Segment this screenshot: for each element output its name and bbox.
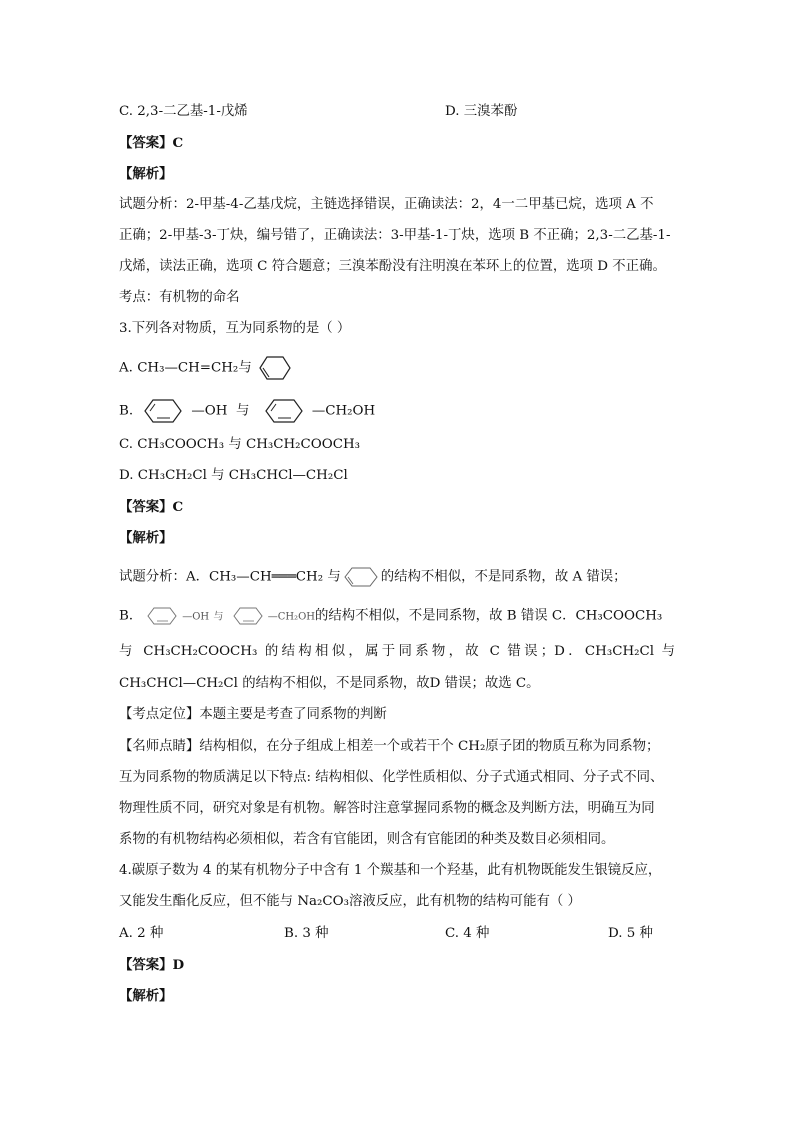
mingshi-line: 【名师点睛】结构相似，在分子组成上相差一个或若干个 CH₂原子团的物质互称为同系物； (119, 739, 660, 754)
analysis-b-tail: 的结构不相似，不是同系物，故 B 错误 C．CH₃COOCH₃ (315, 608, 663, 624)
option-a: A. 2 种 (119, 926, 164, 941)
answer-label: 【答案】D (119, 957, 185, 973)
cyclohexene-structure (252, 355, 298, 381)
option-c: C. CH₃COOCH₃ 与 CH₃CH₂COOCH₃ (119, 437, 361, 452)
mingshi-line: 物理性质不同，研究对象是有机物。解答时注意掌握同系物的概念及判断方法，明确互为同 (119, 801, 655, 816)
option-a (119, 355, 298, 381)
with-word: 与 (213, 611, 224, 623)
kaodian-line: 【考点定位】本题主要是考查了同系物的判断 (119, 707, 387, 722)
analysis-b-prefix: B． (119, 608, 143, 624)
phenol-oh: —OH (191, 403, 228, 419)
analysis-label: 【解析】 (119, 988, 173, 1004)
analysis-label: 【解析】 (119, 166, 173, 182)
cyclohexene-structure (341, 566, 381, 588)
option-b: B. 3 种 (284, 926, 329, 941)
phenol-ring-structure (142, 606, 182, 626)
analysis-a-tail: 的结构不相似，不是同系物，故 A 错误； (380, 569, 627, 585)
benzyl-alcohol-ch2oh: —CH₂OH (267, 611, 315, 623)
analysis-line: 正确；2-甲基-3-丁炔，编号错了，正确读法：3-甲基-1-丁炔，选项 B 不正确；2,3-二乙基-1- (119, 228, 671, 243)
benzyl-ring-structure (258, 397, 312, 425)
question-4-stem: 又能发生酯化反应，但不能与 Na₂CO₃溶液反应，此有机物的结构可能有（ ） (119, 894, 581, 909)
option-a-prefix: A. (119, 360, 138, 376)
option-d: D. CH₃CH₂Cl 与 CH₃CHCl—CH₂Cl (119, 468, 348, 483)
analysis-line-a (119, 566, 627, 588)
mingshi-line: 互为同系物的物质满足以下特点: 结构相似、化学性质相似、分子式通式相同、分子式不同、 (119, 770, 664, 785)
with-word: 与 (238, 360, 252, 376)
with-word: 与 (235, 403, 250, 419)
option-b (119, 397, 375, 425)
benzyl-ring-structure (228, 606, 268, 626)
question-3-stem: 3.下列各对物质，互为同系物的是（ ） (119, 321, 351, 336)
analysis-line: 戊烯，读法正确，选项 C 符合题意；三溴苯酚没有注明溴在苯环上的位置，选项 D 不正确。 (119, 259, 666, 274)
propene-formula: CH₃—CH=CH₂ (137, 360, 239, 376)
analysis-label: 【解析】 (119, 530, 173, 546)
benzyl-alcohol-ch2oh: —CH₂OH (311, 403, 376, 419)
phenol-oh: —OH (182, 611, 210, 623)
question-4-stem: 4.碳原子数为 4 的某有机物分子中含有 1 个羰基和一个羟基，此有机物既能发生银镜反应， (119, 863, 662, 878)
analysis-a-text: 试题分析：A．CH₃—CH═══CH₂ 与 (119, 569, 341, 585)
mingshi-line: 系物的有机物结构必须相似，若含有官能团，则含有官能团的种类及数目必须相同。 (119, 832, 615, 847)
analysis-line-b (119, 606, 662, 627)
option-d: D. 5 种 (608, 926, 653, 941)
option-b-prefix: B. (119, 403, 134, 419)
answer-label: 【答案】C (119, 499, 184, 515)
phenol-ring-structure (137, 397, 191, 425)
option-c: C. 2,3-二乙基-1-戊烯 (119, 104, 248, 119)
analysis-line-c: 与 CH₃CH₂COOCH₃ 的结构相似，属于同系物，故 C 错误；D．CH₃CH₂Cl 与 (119, 644, 675, 659)
answer-label: 【答案】C (119, 135, 184, 151)
analysis-line: 试题分析：2-甲基-4-乙基戊烷，主链选择错误，正确读法：2，4一二甲基已烷，选项 A 不 (119, 197, 654, 212)
kaodian-line: 考点：有机物的命名 (119, 290, 240, 305)
option-c: C. 4 种 (445, 926, 490, 941)
option-d: D. 三溴苯酚 (445, 104, 518, 119)
analysis-line-d: CH₃CHCl—CH₂Cl 的结构不相似，不是同系物，故D 错误；故选 C。 (119, 676, 540, 691)
